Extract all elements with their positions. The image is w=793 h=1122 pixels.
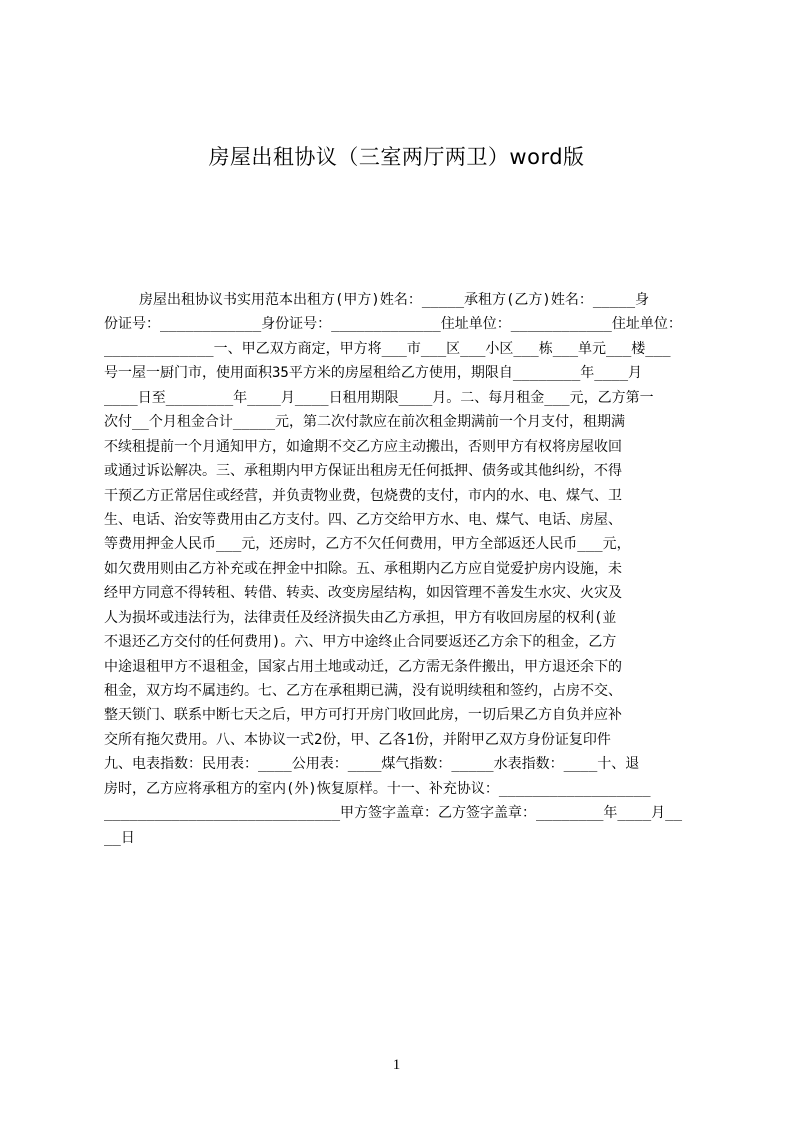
body-line: 如欠费用则由乙方补充或在押金中扣除。五、承租期内乙方应自觉爱护房内设施，未 (104, 560, 622, 577)
body-line: 不退还乙方交付的任何费用)。六、甲方中途终止合同要返还乙方余下的租金，乙方 (104, 634, 617, 651)
body-line: 人为损坏或违法行为，法律责任及经济损失由乙方承担，甲方有收回房屋的权利(並 (104, 609, 617, 626)
body-line: 经甲方同意不得转租、转借、转卖、改变房屋结构，如因管理不善发生水灾、火灾及 (104, 585, 622, 602)
body-line: 房时，乙方应将承租方的室内(外)恢复原样。十一、补充协议：__________________ (104, 780, 651, 797)
body-line: _____________一、甲乙双方商定，甲方将___市___区___小区___栋___单元___楼___ (104, 340, 671, 357)
page-number: 1 (392, 1057, 401, 1073)
body-line: 九、电表指数：民用表：____公用表：____煤气指数：_____水表指数：____十、退 (104, 756, 640, 773)
document-body (104, 288, 697, 850)
body-line: 干预乙方正常居住或经营，并负责物业费，包烧费的支付，市内的水、电、煤气、卫 (104, 487, 622, 504)
body-line: 等费用押金人民币___元，还房时，乙方不欠任何费用，甲方全部返还人民币___元， (104, 536, 631, 553)
body-line: ____日至________年____月____日租用期限____月。二、每月租金___元，乙方第一 (104, 389, 654, 406)
body-line: 或通过诉讼解决。三、承租期内甲方保证出租房无任何抵押、债务或其他纠纷，不得 (104, 463, 622, 480)
body-line: 次付__个月租金合计_____元，第二次付款应在前次租金期满前一个月支付，租期满 (104, 414, 625, 431)
body-line: 交所有拖欠费用。八、本协议一式2份，甲、乙各1份，并附甲乙双方身份证复印件 (104, 731, 611, 748)
body-line: 中途退租甲方不退租金，国家占用土地或动迁，乙方需无条件搬出，甲方退还余下的 (104, 658, 622, 675)
body-line: 份证号：____________身份证号：_____________住址单位：____________住址单位： (104, 316, 682, 333)
body-line: 租金，双方均不属违约。七、乙方在承租期已满，没有说明续租和签约，占房不交、 (104, 683, 622, 699)
body-line: ____________________________甲方签字盖章：乙方签字盖章：________年____月__ (104, 805, 683, 822)
body-line: 生、电话、治安等费用由乙方支付。四、乙方交给甲方水、电、煤气、电话、房屋、 (104, 511, 622, 528)
document-title: 房屋出租协议（三室两厅两卫）word版 (208, 145, 585, 169)
body-line: 整天锁门、联系中断七天之后，甲方可打开房门收回此房，一切后果乙方自负并应补 (104, 707, 622, 724)
body-line: 不续租提前一个月通知甲方，如逾期不交乙方应主动搬出，否则甲方有权将房屋收回 (104, 438, 622, 455)
body-line: 号一屋一厨门市，使用面积35平方米的房屋租给乙方使用，期限自________年____月 (104, 365, 643, 382)
body-line: __日 (104, 829, 135, 846)
body-line: 房屋出租协议书实用范本出租方(甲方)姓名：_____承租方(乙方)姓名：_____身 (139, 292, 650, 308)
